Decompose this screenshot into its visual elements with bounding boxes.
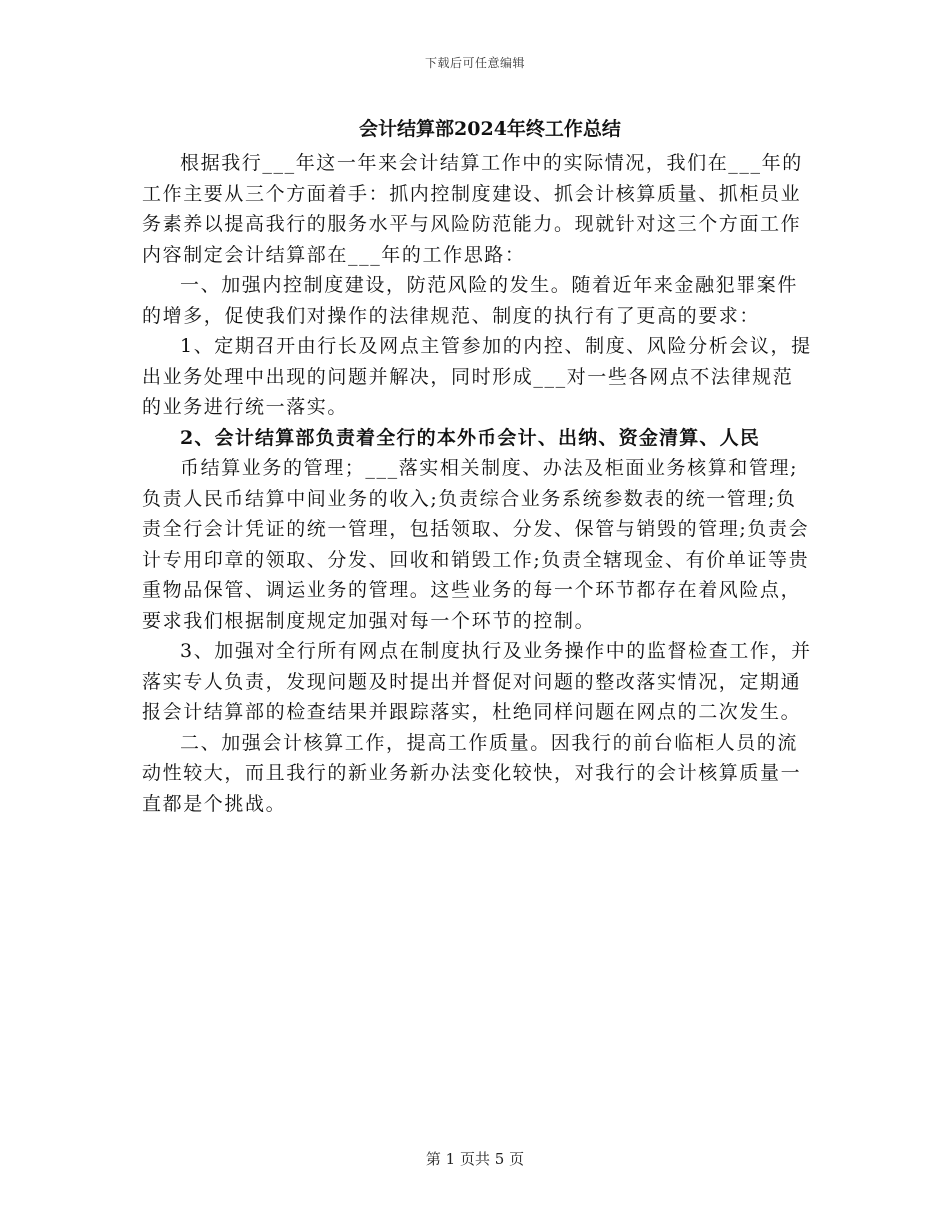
paragraph-section-one: 一、加强内控制度建设，防范风险的发生。随着近年来金融犯罪案件的增多，促使我们对操作的法律规范、制度的执行有了更高的要求： [142, 274, 799, 327]
paragraph-item-3: 3、加强对全行所有网点在制度执行及业务操作中的监督检查工作，并落实专人负责，发现问题及时提出并督促对问题的整改落实情况，定期通报会计结算部的检查结果并跟踪落实，杜绝同样问题在网点的二次发生。 [142, 640, 812, 723]
document-body [142, 148, 812, 819]
paragraph-section-two: 二、加强会计核算工作，提高工作质量。因我行的前台临柜人员的流动性较大，而且我行的新业务新办法变化较快，对我行的会计核算质量一直都是个挑战。 [142, 731, 802, 815]
paragraph-item-2-heading: 2、会计结算部负责着全行的本外币会计、出纳、资金清算、人民 [180, 426, 761, 449]
paragraph-item-1: 1、定期召开由行长及网点主管参加的内控、制度、风险分析会议，提出业务处理中出现的问题并解决，同时形成___对一些各网点不法律规范的业务进行统一落实。 [142, 335, 812, 418]
paragraph-intro: 根据我行___年这一年来会计结算工作中的实际情况，我们在___年的工作主要从三个方面着手：抓内控制度建设、抓会计核算质量、抓柜员业务素养以提高我行的服务水平与风险防范能力。现就针对这三个方面工作内容制定会计结算部在___年的工作思路： [142, 152, 803, 266]
header-note: 下载后可任意编辑 [424, 56, 525, 70]
document-title: 会计结算部2024年终工作总结 [359, 118, 621, 140]
paragraph-item-2-body: 币结算业务的管理；___落实相关制度、办法及柜面业务核算和管理;负责人民币结算中间业务的收入;负责综合业务系统参数表的统一管理;负责全行会计凭证的统一管理，包括领取、分发、保管与销毁的管理;负责会计专用印章的领取、分发、回收和销毁工作;负责全辖现金、有价单证等贵重物品保管、调运业务的管理。这些业务的每一个环节都存在着风险点，要求我们根据制度规定加强对每一个环节的控制。 [142, 457, 810, 632]
page-number: 第 1 页共 5 页 [425, 1150, 525, 1168]
